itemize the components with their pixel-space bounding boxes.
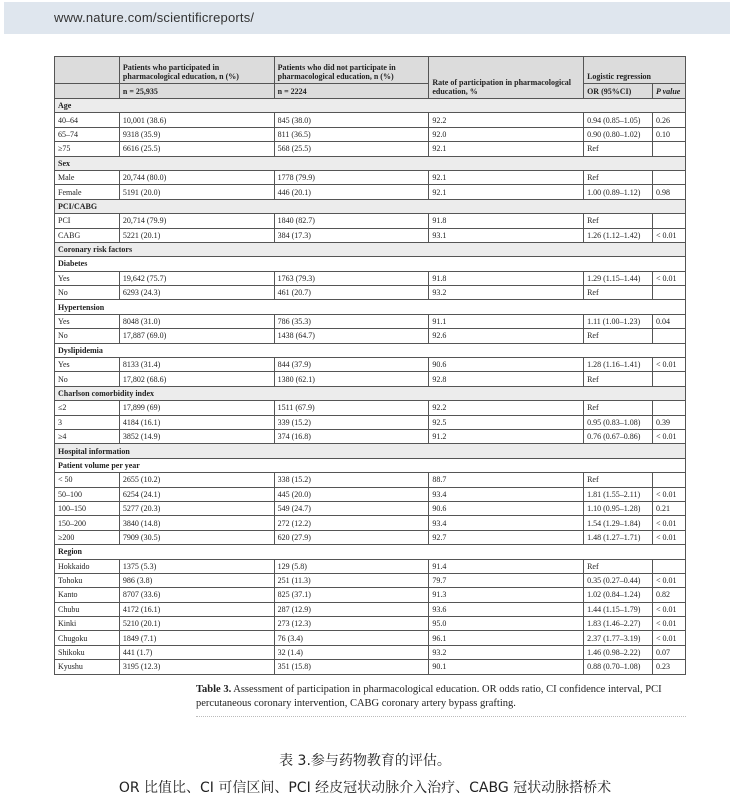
table-row (55, 602, 686, 616)
table-row (55, 487, 686, 501)
table-cell: 1849 (7.1) (119, 631, 274, 645)
table-cell: 8048 (31.0) (119, 314, 274, 328)
table-cell: 1375 (5.3) (119, 559, 274, 573)
table-cell: 1511 (67.9) (274, 401, 429, 415)
table-cell: Ref (584, 473, 653, 487)
subheader-cell-blank (55, 84, 120, 99)
table-cell: 5221 (20.1) (119, 228, 274, 242)
table-cell: 90.6 (429, 358, 584, 372)
table-cell: 19,642 (75.7) (119, 271, 274, 285)
table-cell: 1438 (64.7) (274, 329, 429, 343)
table-cell: 0.10 (652, 127, 685, 141)
table-cell: 17,899 (69) (119, 401, 274, 415)
subsection-label: Dyslipidemia (55, 343, 686, 357)
table-section-row (55, 99, 686, 113)
table-cell (652, 329, 685, 343)
table-subsection-row (55, 545, 686, 559)
table-row (55, 530, 686, 544)
section-label: Sex (55, 156, 686, 170)
table-cell: 4172 (16.1) (119, 602, 274, 616)
table-cell: 100–150 (55, 501, 120, 515)
table-cell: < 0.01 (652, 228, 685, 242)
subsection-label: Hypertension (55, 300, 686, 314)
table-cell: Ref (584, 372, 653, 386)
table-cell: 1.28 (1.16–1.41) (584, 358, 653, 372)
table-row (55, 286, 686, 300)
table-cell: 1.10 (0.95–1.28) (584, 501, 653, 515)
table-cell: 9318 (35.9) (119, 127, 274, 141)
table-cell: 0.39 (652, 415, 685, 429)
table-row (55, 228, 686, 242)
table-subsection-row (55, 300, 686, 314)
table-cell: No (55, 329, 120, 343)
translation-line-1: 表 3.参与药物教育的评估。 (279, 753, 451, 769)
section-label: Coronary risk factors (55, 242, 686, 256)
table-cell: 0.82 (652, 588, 685, 602)
table-section-row (55, 386, 686, 400)
table-cell: 93.4 (429, 516, 584, 530)
table-cell (652, 401, 685, 415)
header-cell-logistic-regression: Logistic regression (584, 57, 686, 84)
table-cell: 79.7 (429, 573, 584, 587)
table-cell: 441 (1.7) (119, 645, 274, 659)
table-cell: < 0.01 (652, 429, 685, 443)
site-url[interactable]: www.nature.com/scientificreports/ (54, 10, 255, 25)
section-label: PCI/CABG (55, 199, 686, 213)
table-row (55, 559, 686, 573)
table-cell: Yes (55, 314, 120, 328)
assessment-table (54, 56, 686, 675)
table-cell: 351 (15.8) (274, 660, 429, 674)
table-cell: 8707 (33.6) (119, 588, 274, 602)
table-cell: 620 (27.9) (274, 530, 429, 544)
table-cell: ≥75 (55, 142, 120, 156)
table-cell: 1.11 (1.00–1.23) (584, 314, 653, 328)
table-row (55, 271, 686, 285)
table-cell: Ref (584, 214, 653, 228)
table-cell (652, 214, 685, 228)
table-cell: 568 (25.5) (274, 142, 429, 156)
table-cell: 1.02 (0.84–1.24) (584, 588, 653, 602)
subsection-label: Diabetes (55, 257, 686, 271)
table-row (55, 185, 686, 199)
table-cell: 446 (20.1) (274, 185, 429, 199)
table-cell: 825 (37.1) (274, 588, 429, 602)
table-cell: 92.1 (429, 142, 584, 156)
table-cell: 384 (17.3) (274, 228, 429, 242)
table-cell: 17,802 (68.6) (119, 372, 274, 386)
table-cell: < 0.01 (652, 271, 685, 285)
subheader-cell-n-participated: n = 25,935 (119, 84, 274, 99)
table-cell: 3 (55, 415, 120, 429)
table-cell: 1.83 (1.46–2.27) (584, 617, 653, 631)
section-label: Charlson comorbidity index (55, 386, 686, 400)
table-cell: 93.4 (429, 487, 584, 501)
table-cell: 93.1 (429, 228, 584, 242)
table-cell: 91.4 (429, 559, 584, 573)
table-row (55, 113, 686, 127)
header-cell-participated: Patients who participated in pharmacological education, n (%) (119, 57, 274, 84)
table-row (55, 660, 686, 674)
table-cell: < 0.01 (652, 573, 685, 587)
subheader-cell-n-not-participated: n = 2224 (274, 84, 429, 99)
table-cell: PCI (55, 214, 120, 228)
table-row (55, 358, 686, 372)
table-row (55, 214, 686, 228)
table-cell: < 0.01 (652, 358, 685, 372)
table-cell: 150–200 (55, 516, 120, 530)
table-cell: 461 (20.7) (274, 286, 429, 300)
table-row (55, 617, 686, 631)
table-cell: 90.6 (429, 501, 584, 515)
table-cell: 93.2 (429, 286, 584, 300)
table-cell: 32 (1.4) (274, 645, 429, 659)
table-cell: 1778 (79.9) (274, 170, 429, 184)
table-row (55, 314, 686, 328)
table-cell: < 0.01 (652, 530, 685, 544)
table-cell: 1380 (62.1) (274, 372, 429, 386)
table-section-row (55, 444, 686, 458)
table-row (55, 516, 686, 530)
subsection-label: Region (55, 545, 686, 559)
table-cell: 91.3 (429, 588, 584, 602)
table-cell: 91.1 (429, 314, 584, 328)
table-cell: 338 (15.2) (274, 473, 429, 487)
table-cell: Ref (584, 329, 653, 343)
table-row (55, 401, 686, 415)
table-section-row (55, 156, 686, 170)
table-cell: 0.07 (652, 645, 685, 659)
table-body (55, 99, 686, 675)
table-cell: No (55, 286, 120, 300)
table-cell: 986 (3.8) (119, 573, 274, 587)
translation-line-2: OR 比值比、CI 可信区间、PCI 经皮冠状动脉介入治疗、CABG 冠状动脉搭桥术 (118, 780, 612, 796)
table-section-row (55, 199, 686, 213)
section-label: Hospital information (55, 444, 686, 458)
table-cell: 129 (5.8) (274, 559, 429, 573)
table-cell: 2.37 (1.77–3.19) (584, 631, 653, 645)
table-cell: 40–64 (55, 113, 120, 127)
table-cell: CABG (55, 228, 120, 242)
table-cell: Kanto (55, 588, 120, 602)
table-cell: 20,744 (80.0) (119, 170, 274, 184)
table-cell: Ref (584, 170, 653, 184)
table-subsection-row (55, 343, 686, 357)
table-cell: < 50 (55, 473, 120, 487)
table-cell: 1.54 (1.29–1.84) (584, 516, 653, 530)
table-cell: 1.81 (1.55–2.11) (584, 487, 653, 501)
table-row (55, 501, 686, 515)
table-cell: Hokkaido (55, 559, 120, 573)
table-cell: 0.26 (652, 113, 685, 127)
table-cell: Yes (55, 271, 120, 285)
table-cell: 6254 (24.1) (119, 487, 274, 501)
table-row (55, 645, 686, 659)
table-cell: 1.44 (1.15–1.79) (584, 602, 653, 616)
table-cell: Tohoku (55, 573, 120, 587)
table-cell: 3840 (14.8) (119, 516, 274, 530)
table-cell: 17,887 (69.0) (119, 329, 274, 343)
table-cell: 549 (24.7) (274, 501, 429, 515)
table-row (55, 631, 686, 645)
table-cell: 2655 (10.2) (119, 473, 274, 487)
table-row (55, 127, 686, 141)
table-cell: 1.46 (0.98–2.22) (584, 645, 653, 659)
table-cell: Ref (584, 142, 653, 156)
table-cell: 91.8 (429, 271, 584, 285)
table-cell: 0.76 (0.67–0.86) (584, 429, 653, 443)
table-cell (652, 170, 685, 184)
table-cell: 844 (37.9) (274, 358, 429, 372)
table-cell: Ref (584, 401, 653, 415)
header-cell-rate: Rate of participation in pharmacological education, % (429, 57, 584, 99)
table-row (55, 170, 686, 184)
table-row (55, 429, 686, 443)
table-cell: 1.00 (0.89–1.12) (584, 185, 653, 199)
caption-divider (196, 716, 686, 717)
table-cell: 8133 (31.4) (119, 358, 274, 372)
table-cell: Male (55, 170, 120, 184)
table-cell: 0.98 (652, 185, 685, 199)
table-cell: 91.2 (429, 429, 584, 443)
table-cell: < 0.01 (652, 617, 685, 631)
caption-text: Assessment of participation in pharmacological education. OR odds ratio, CI confidence interval, PCI percutaneous coronary intervention, CABG coronary artery bypass grafting. (196, 684, 662, 709)
table-row (55, 588, 686, 602)
table-cell: 5210 (20.1) (119, 617, 274, 631)
table-cell: 91.8 (429, 214, 584, 228)
table-cell: 273 (12.3) (274, 617, 429, 631)
table-cell: Female (55, 185, 120, 199)
table-row (55, 329, 686, 343)
table-cell: 65–74 (55, 127, 120, 141)
table-cell: ≥200 (55, 530, 120, 544)
table-cell: 76 (3.4) (274, 631, 429, 645)
table-cell: 92.1 (429, 185, 584, 199)
table-cell: 7909 (30.5) (119, 530, 274, 544)
table-cell: 92.8 (429, 372, 584, 386)
table-cell: 20,714 (79.9) (119, 214, 274, 228)
table-cell: 0.90 (0.80–1.02) (584, 127, 653, 141)
table-cell: Shikoku (55, 645, 120, 659)
table-cell: 374 (16.8) (274, 429, 429, 443)
table-cell: 1.26 (1.12–1.42) (584, 228, 653, 242)
table-cell: 92.6 (429, 329, 584, 343)
data-table-container (54, 56, 686, 675)
site-header-bar (4, 2, 730, 34)
table-cell: 4184 (16.1) (119, 415, 274, 429)
table-cell: 445 (20.0) (274, 487, 429, 501)
section-label: Age (55, 99, 686, 113)
table-cell: 6293 (24.3) (119, 286, 274, 300)
table-cell: 0.04 (652, 314, 685, 328)
table-cell: 0.21 (652, 501, 685, 515)
table-cell: 10,001 (38.6) (119, 113, 274, 127)
caption-label: Table 3. (196, 684, 232, 695)
table-cell: < 0.01 (652, 487, 685, 501)
table-row (55, 142, 686, 156)
table-cell: 845 (38.0) (274, 113, 429, 127)
table-cell (652, 142, 685, 156)
table-subsection-row (55, 257, 686, 271)
table-cell: Chubu (55, 602, 120, 616)
table-cell: 0.94 (0.85–1.05) (584, 113, 653, 127)
table-cell: 50–100 (55, 487, 120, 501)
table-cell: Kyushu (55, 660, 120, 674)
table-cell: 0.35 (0.27–0.44) (584, 573, 653, 587)
table-row (55, 372, 686, 386)
table-cell: < 0.01 (652, 631, 685, 645)
table-cell: 96.1 (429, 631, 584, 645)
table-cell: 0.23 (652, 660, 685, 674)
table-cell: 3195 (12.3) (119, 660, 274, 674)
table-cell (652, 372, 685, 386)
table-cell: 90.1 (429, 660, 584, 674)
table-cell: 92.1 (429, 170, 584, 184)
table-cell: 5191 (20.0) (119, 185, 274, 199)
table-cell: 786 (35.3) (274, 314, 429, 328)
table-cell: 92.5 (429, 415, 584, 429)
table-subheader-row (55, 84, 686, 99)
table-cell: < 0.01 (652, 516, 685, 530)
table-cell: 0.88 (0.70–1.08) (584, 660, 653, 674)
table-cell: 1.29 (1.15–1.44) (584, 271, 653, 285)
table-cell: Kinki (55, 617, 120, 631)
table-cell: 92.2 (429, 401, 584, 415)
subheader-cell-p-value: P value (652, 84, 685, 99)
table-cell: 1840 (82.7) (274, 214, 429, 228)
table-cell: 5277 (20.3) (119, 501, 274, 515)
table-cell: 3852 (14.9) (119, 429, 274, 443)
table-cell: ≥4 (55, 429, 120, 443)
subsection-label: Patient volume per year (55, 458, 686, 472)
table-section-row (55, 242, 686, 256)
table-cell: Chugoku (55, 631, 120, 645)
table-cell: 339 (15.2) (274, 415, 429, 429)
table-cell: Ref (584, 286, 653, 300)
table-cell: 811 (36.5) (274, 127, 429, 141)
table-cell: 92.2 (429, 113, 584, 127)
table-cell (652, 559, 685, 573)
header-cell-not-participated: Patients who did not participate in pharmacological education, n (%) (274, 57, 429, 84)
header-cell-variable (55, 57, 120, 84)
table-cell: 92.7 (429, 530, 584, 544)
table-cell: 1763 (79.3) (274, 271, 429, 285)
table-cell: 272 (12.2) (274, 516, 429, 530)
table-cell: 88.7 (429, 473, 584, 487)
table-row (55, 573, 686, 587)
table-cell: Yes (55, 358, 120, 372)
table-cell: 287 (12.9) (274, 602, 429, 616)
table-cell: 95.0 (429, 617, 584, 631)
table-cell (652, 286, 685, 300)
table-cell: 0.95 (0.83–1.08) (584, 415, 653, 429)
table-cell: 93.2 (429, 645, 584, 659)
table-cell: No (55, 372, 120, 386)
subheader-cell-or: OR (95%CI) (584, 84, 653, 99)
table-cell: 251 (11.3) (274, 573, 429, 587)
table-subsection-row (55, 458, 686, 472)
table-cell: Ref (584, 559, 653, 573)
table-cell: 1.48 (1.27–1.71) (584, 530, 653, 544)
table-cell (652, 473, 685, 487)
table-cell: 93.6 (429, 602, 584, 616)
table-row (55, 415, 686, 429)
table-cell: 6616 (25.5) (119, 142, 274, 156)
table-header-row (55, 57, 686, 84)
table-cell: < 0.01 (652, 602, 685, 616)
table-cell: ≤2 (55, 401, 120, 415)
table-cell: 92.0 (429, 127, 584, 141)
table-caption (196, 683, 686, 711)
table-row (55, 473, 686, 487)
